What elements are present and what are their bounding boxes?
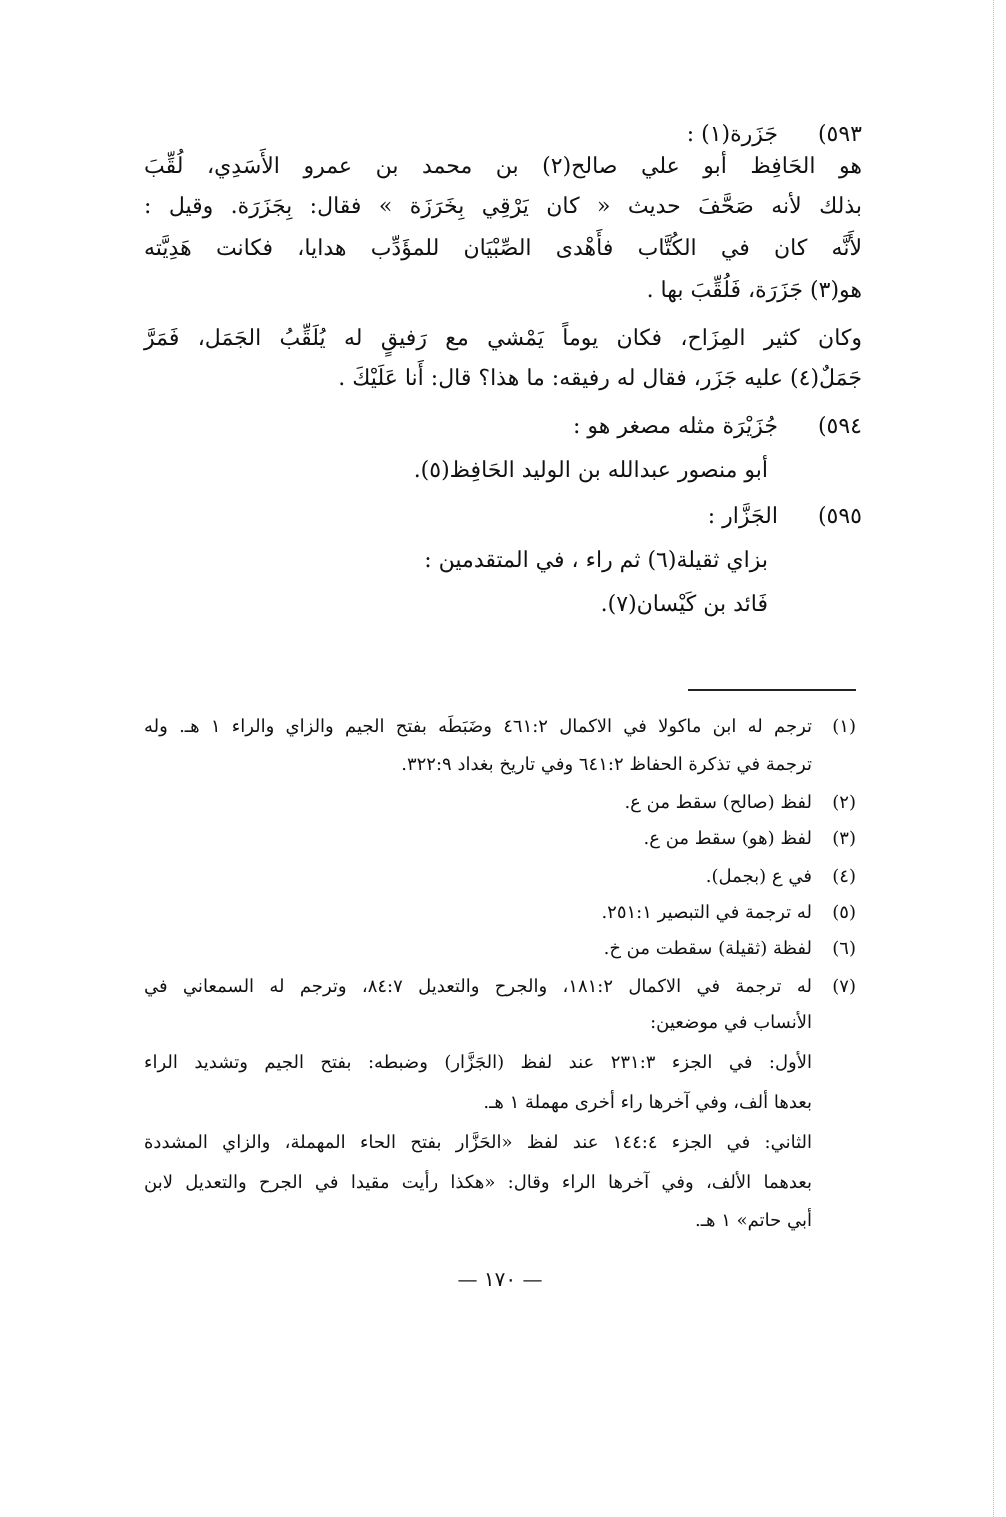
footnote-line: لفظ (صالح) سقط من ع. [624,792,812,813]
footnote-line: لفظة (ثقيلة) سقطت من خ. [603,938,812,959]
body-line: هو الحَافِظ أبو علي صالح(٢) بن محمد بن عمرو الأَسَدِي، لُقِّبَ [144,154,862,179]
body-line: وكان كثير المِزَاح، فكان يوماً يَمْشي مع رَفيقٍ له يُلَقِّبُ الجَمَل، فَمَرَّ [144,326,862,351]
body-line: جَمَلٌ(٤) عليه جَزَر، فقال له رفيقه: ما هذا؟ قال: أَنا عَلَيْكَ . [338,366,862,391]
footnote-number: (٥) [832,902,856,923]
entry-heading: جَزَرة(١) : [686,122,778,147]
scan-edge-rule [993,0,994,1517]
body-line: بذلك لأنه صَحَّفَ حديث « كان يَرْقِي بِخَرَزَة » فقال: بِجَزَرَة. وقيل : [144,194,862,219]
entry-number: ٥٩٣) [817,122,862,147]
footnote-line: أبي حاتم» ١ هـ. [695,1210,812,1231]
footnote-line: له ترجمة في الاكمال ١٨١:٢، والجرح والتعديل ٨٤:٧، وترجم له السمعاني في [144,976,812,997]
footnote-line: ترجم له ابن ماكولا في الاكمال ٤٦١:٢ وضَبَطَه بفتح الجيم والزاي والراء ١ هـ. وله [144,716,813,737]
footnote-number: (٧) [832,976,856,997]
body-line: أبو منصور عبدالله بن الوليد الحَافِظ(٥). [413,458,768,483]
entry-number: ٥٩٥) [817,504,862,529]
body-line: بزاي ثقيلة(٦) ثم راء ، في المتقدمين : [424,548,768,573]
footnote-line: الأنساب في موضعين: [650,1012,812,1033]
footnote-line: بعدهما الألف، وفي آخرها الراء وقال: «هكذا رأيت مقيدا في الجرح والتعديل لابن [144,1172,812,1193]
footnote-line: بعدها ألف، وفي آخرها راء أخرى مهملة ١ هـ. [483,1092,812,1113]
footnote-line: في ع (بجمل). [705,866,812,887]
footnote-line: الثاني: في الجزء ١٤٤:٤ عند لفظ «الحَزَّار بفتح الحاء المهملة، والزاي المشددة [144,1132,812,1153]
footnote-line: لفظ (هو) سقط من ع. [643,828,812,849]
footnote-number: (٤) [832,866,856,887]
entry-number: ٥٩٤) [817,414,862,439]
footnote-line: له ترجمة في التبصير ٢٥١:١. [601,902,812,923]
footnote-number: (٦) [832,938,856,959]
footnote-number: (٢) [832,792,856,813]
entry-heading: الجَزَّار : [707,504,778,529]
body-line: لأَنَّه كان في الكُتَّاب فأَهْدى الصِّبْيَان للمؤَدِّب هدايا، فكانت هَدِيَّته [144,236,862,261]
footnote-number: (١) [832,716,856,737]
entry-heading: جُزَيْرَة مثله مصغر هو : [573,414,778,439]
page-number: — ١٧٠ — [457,1267,543,1291]
body-line: فَائد بن كَيْسان(٧). [600,592,768,617]
footnote-number: (٣) [832,828,856,849]
body-line: هو(٣) جَزَرَة، فَلُقِّبَ بها . [646,278,862,303]
footnote-line: ترجمة في تذكرة الحفاظ ٦٤١:٢ وفي تاريخ بغداد ٣٢٢:٩. [401,754,812,775]
footnote-separator [688,689,856,691]
footnote-line: الأول: في الجزء ٢٣١:٣ عند لفظ (الجَزَّار) وضبطه: بفتح الجيم وتشديد الراء [144,1052,812,1073]
